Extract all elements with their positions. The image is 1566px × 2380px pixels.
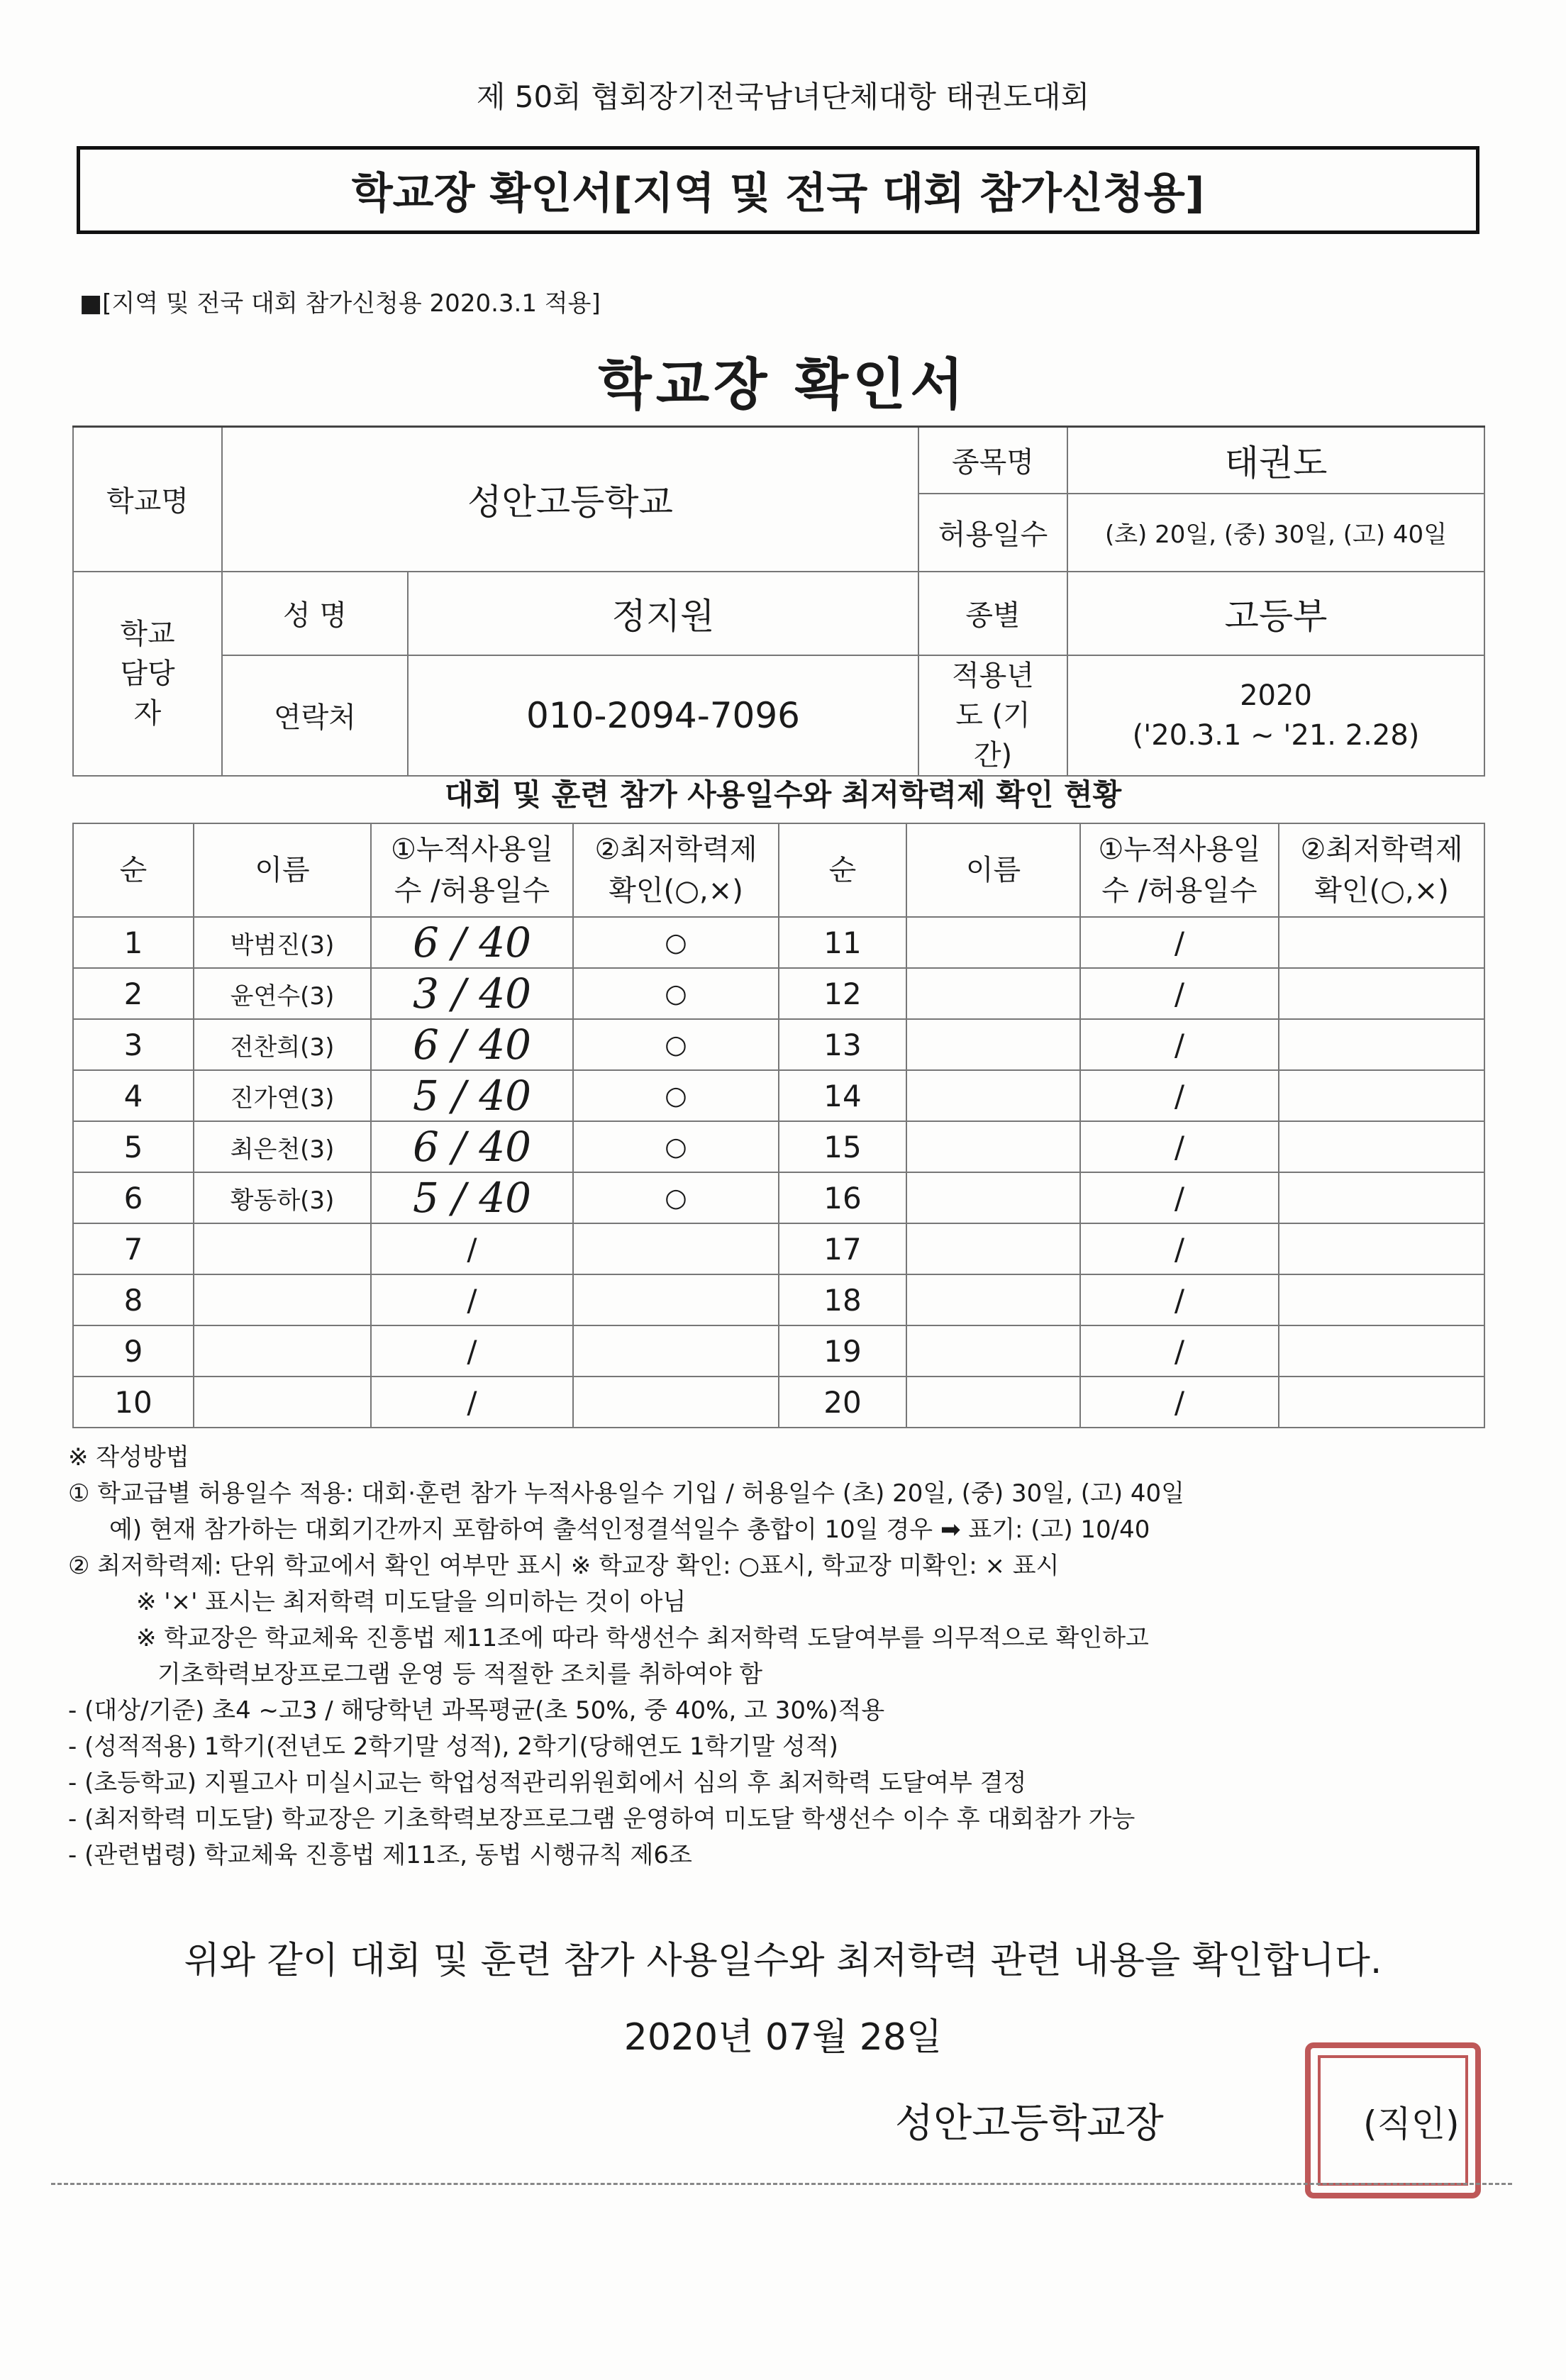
seal-label: (직인) — [1363, 2103, 1460, 2145]
days-used: / — [371, 1274, 573, 1325]
row-number: 3 — [73, 1019, 194, 1070]
athlete-name: 전찬희(3) — [194, 1019, 371, 1070]
school-label: 학교명 — [73, 427, 222, 572]
event-title: 제 50회 협회장기전국남녀단체대항 태권도대회 — [476, 79, 1090, 114]
days-used: / — [1080, 1121, 1279, 1172]
usage-table — [72, 823, 1485, 1428]
days-used: 3 / 40 — [371, 968, 573, 1019]
days-used: / — [371, 1325, 573, 1377]
header-days: ①누적사용일수 /허용일수 — [1080, 823, 1279, 917]
row-number: 9 — [73, 1325, 194, 1377]
days-used: 6 / 40 — [371, 917, 573, 968]
row-number: 13 — [779, 1019, 906, 1070]
academic-check — [1279, 917, 1484, 968]
footer-divider — [51, 2183, 1512, 2185]
table-row — [73, 1223, 1484, 1274]
row-number: 7 — [73, 1223, 194, 1274]
table-row — [73, 917, 1484, 968]
table-row — [73, 1070, 1484, 1121]
row-number: 6 — [73, 1172, 194, 1223]
academic-check — [1279, 1121, 1484, 1172]
name-value: 정지원 — [408, 572, 918, 655]
days-used: 5 / 40 — [371, 1172, 573, 1223]
school-info-table — [72, 426, 1485, 777]
period-value: ('20.3.1 ~ '21. 2.28) — [1132, 718, 1420, 752]
row-number: 4 — [73, 1070, 194, 1121]
days-used: / — [1080, 1070, 1279, 1121]
athlete-name — [906, 1377, 1080, 1428]
name-label: 성 명 — [222, 572, 408, 655]
athlete-name — [906, 968, 1080, 1019]
row-number: 5 — [73, 1121, 194, 1172]
table-row — [73, 1172, 1484, 1223]
table-row — [73, 1377, 1484, 1428]
header-name: 이름 — [194, 823, 371, 917]
academic-check: ○ — [573, 1172, 779, 1223]
academic-check: ○ — [573, 1121, 779, 1172]
header-days: ①누적사용일수 /허용일수 — [371, 823, 573, 917]
allowed-days-value: (초) 20일, (중) 30일, (고) 40일 — [1067, 494, 1484, 572]
row-number: 17 — [779, 1223, 906, 1274]
instruction-line: ① 학교급별 허용일수 적용: 대회·훈련 참가 누적사용일수 기입 / 허용일수 (초) 20일, (중) 30일, (고) 40일 — [68, 1479, 1184, 1508]
instruction-line: - (대상/기준) 초4 ~고3 / 해당학년 과목평균(초 50%, 중 40%, 고 30%)적용 — [68, 1696, 885, 1725]
days-used: / — [1080, 1274, 1279, 1325]
row-number: 11 — [779, 917, 906, 968]
row-number: 19 — [779, 1325, 906, 1377]
document-title: 학교장 확인서[지역 및 전국 대회 참가신청용] — [77, 146, 1479, 234]
row-number: 18 — [779, 1274, 906, 1325]
athlete-name — [906, 1274, 1080, 1325]
academic-check — [1279, 1274, 1484, 1325]
academic-check — [573, 1223, 779, 1274]
row-number: 15 — [779, 1121, 906, 1172]
athlete-name — [906, 1223, 1080, 1274]
athlete-name — [906, 1019, 1080, 1070]
athlete-name — [906, 1172, 1080, 1223]
academic-check: ○ — [573, 1070, 779, 1121]
instruction-line: - (최저학력 미도달) 학교장은 기초학력보장프로그램 운영하여 미도달 학생선수 이수 후 대회참가 가능 — [68, 1805, 1135, 1833]
main-title: 학교장 확인서 — [598, 353, 968, 417]
academic-check — [1279, 968, 1484, 1019]
athlete-name: 윤연수(3) — [194, 968, 371, 1019]
athlete-name — [906, 1070, 1080, 1121]
table-row — [73, 1019, 1484, 1070]
year-value: 2020 — [1240, 679, 1312, 712]
division-label: 종별 — [918, 572, 1067, 655]
academic-check — [1279, 1172, 1484, 1223]
athlete-name — [194, 1274, 371, 1325]
row-number: 8 — [73, 1274, 194, 1325]
row-number: 10 — [73, 1377, 194, 1428]
contact-value: 010-2094-7096 — [408, 655, 918, 776]
days-used: 6 / 40 — [371, 1019, 573, 1070]
row-number: 14 — [779, 1070, 906, 1121]
days-used: / — [1080, 1223, 1279, 1274]
days-used: / — [1080, 968, 1279, 1019]
academic-check: ○ — [573, 917, 779, 968]
header-no: 순 — [779, 823, 906, 917]
instruction-line: ※ 작성방법 — [68, 1443, 189, 1472]
days-used: / — [371, 1223, 573, 1274]
academic-check — [1279, 1019, 1484, 1070]
academic-check — [1279, 1070, 1484, 1121]
academic-check — [573, 1377, 779, 1428]
athlete-name — [194, 1325, 371, 1377]
row-number: 1 — [73, 917, 194, 968]
division-value: 고등부 — [1067, 572, 1484, 655]
days-used: 5 / 40 — [371, 1070, 573, 1121]
instruction-line: ② 최저학력제: 단위 학교에서 확인 여부만 표시 ※ 학교장 확인: ○표시, 학교장 미확인: × 표시 — [68, 1552, 1060, 1580]
days-used: / — [1080, 1325, 1279, 1377]
academic-check — [1279, 1325, 1484, 1377]
contact-label: 연락처 — [222, 655, 408, 776]
row-number: 2 — [73, 968, 194, 1019]
athlete-name: 황동하(3) — [194, 1172, 371, 1223]
academic-check — [1279, 1377, 1484, 1428]
athlete-name — [906, 1325, 1080, 1377]
principal-name: 성안고등학교장 — [895, 2101, 1164, 2147]
days-used: / — [1080, 1377, 1279, 1428]
section-title: 대회 및 훈련 참가 사용일수와 최저학력제 확인 현황 — [444, 777, 1122, 812]
athlete-name — [906, 1121, 1080, 1172]
table-row — [73, 1325, 1484, 1377]
days-used: / — [1080, 917, 1279, 968]
year-label: 적용년도 (기간) — [918, 655, 1067, 776]
instructions — [68, 1440, 1501, 1874]
instruction-line: ※ '×' 표시는 최저학력 미도달을 의미하는 것이 아님 — [136, 1588, 687, 1616]
table-row — [73, 1121, 1484, 1172]
instruction-line: 기초학력보장프로그램 운영 등 적절한 조치를 취하여야 함 — [157, 1660, 763, 1689]
row-number: 12 — [779, 968, 906, 1019]
instruction-line: - (초등학교) 지필고사 미실시교는 학업성적관리위원회에서 심의 후 최저학력 도달여부 결정 — [68, 1769, 1027, 1797]
instruction-line: ※ 학교장은 학교체육 진흥법 제11조에 따라 학생선수 최저학력 도달여부를 의무적으로 확인하고 — [136, 1624, 1149, 1652]
header-no: 순 — [73, 823, 194, 917]
table-row — [73, 968, 1484, 1019]
athlete-name — [194, 1223, 371, 1274]
date-text: 2020년 07월 28일 — [623, 2016, 943, 2059]
event-value: 태권도 — [1067, 427, 1484, 494]
instruction-line: 예) 현재 참가하는 대회기간까지 포함하여 출석인정결석일수 총합이 10일 경우 ➡ 표기: (고) 10/40 — [109, 1516, 1150, 1544]
table-row — [73, 1274, 1484, 1325]
academic-check — [573, 1325, 779, 1377]
athlete-name: 진가연(3) — [194, 1070, 371, 1121]
academic-check: ○ — [573, 968, 779, 1019]
days-used: / — [1080, 1019, 1279, 1070]
academic-check — [573, 1274, 779, 1325]
school-value: 성안고등학교 — [222, 427, 918, 572]
academic-check — [1279, 1223, 1484, 1274]
header-academic: ②최저학력제 확인(○,×) — [1279, 823, 1484, 917]
athlete-name: 최은천(3) — [194, 1121, 371, 1172]
confirmation-text: 위와 같이 대회 및 훈련 참가 사용일수와 최저학력 관련 내용을 확인합니다. — [184, 1940, 1382, 1982]
row-number: 20 — [779, 1377, 906, 1428]
instruction-line: - (성적적용) 1학기(전년도 2학기말 성적), 2학기(당해연도 1학기말 성적) — [68, 1733, 838, 1761]
allowed-days-label: 허용일수 — [918, 494, 1067, 572]
manager-label: 학교 담당자 — [73, 572, 222, 776]
academic-check: ○ — [573, 1019, 779, 1070]
athlete-name — [906, 917, 1080, 968]
athlete-name — [194, 1377, 371, 1428]
days-used: 6 / 40 — [371, 1121, 573, 1172]
form-note: ■[지역 및 전국 대회 참가신청용 2020.3.1 적용] — [79, 289, 601, 318]
header-name: 이름 — [906, 823, 1080, 917]
athlete-name: 박범진(3) — [194, 917, 371, 968]
days-used: / — [1080, 1172, 1279, 1223]
year-cell — [1067, 655, 1484, 776]
instruction-line: - (관련법령) 학교체육 진흥법 제11조, 동법 시행규칙 제6조 — [68, 1841, 692, 1869]
header-academic: ②최저학력제 확인(○,×) — [573, 823, 779, 917]
event-label: 종목명 — [918, 427, 1067, 494]
days-used: / — [371, 1377, 573, 1428]
row-number: 16 — [779, 1172, 906, 1223]
